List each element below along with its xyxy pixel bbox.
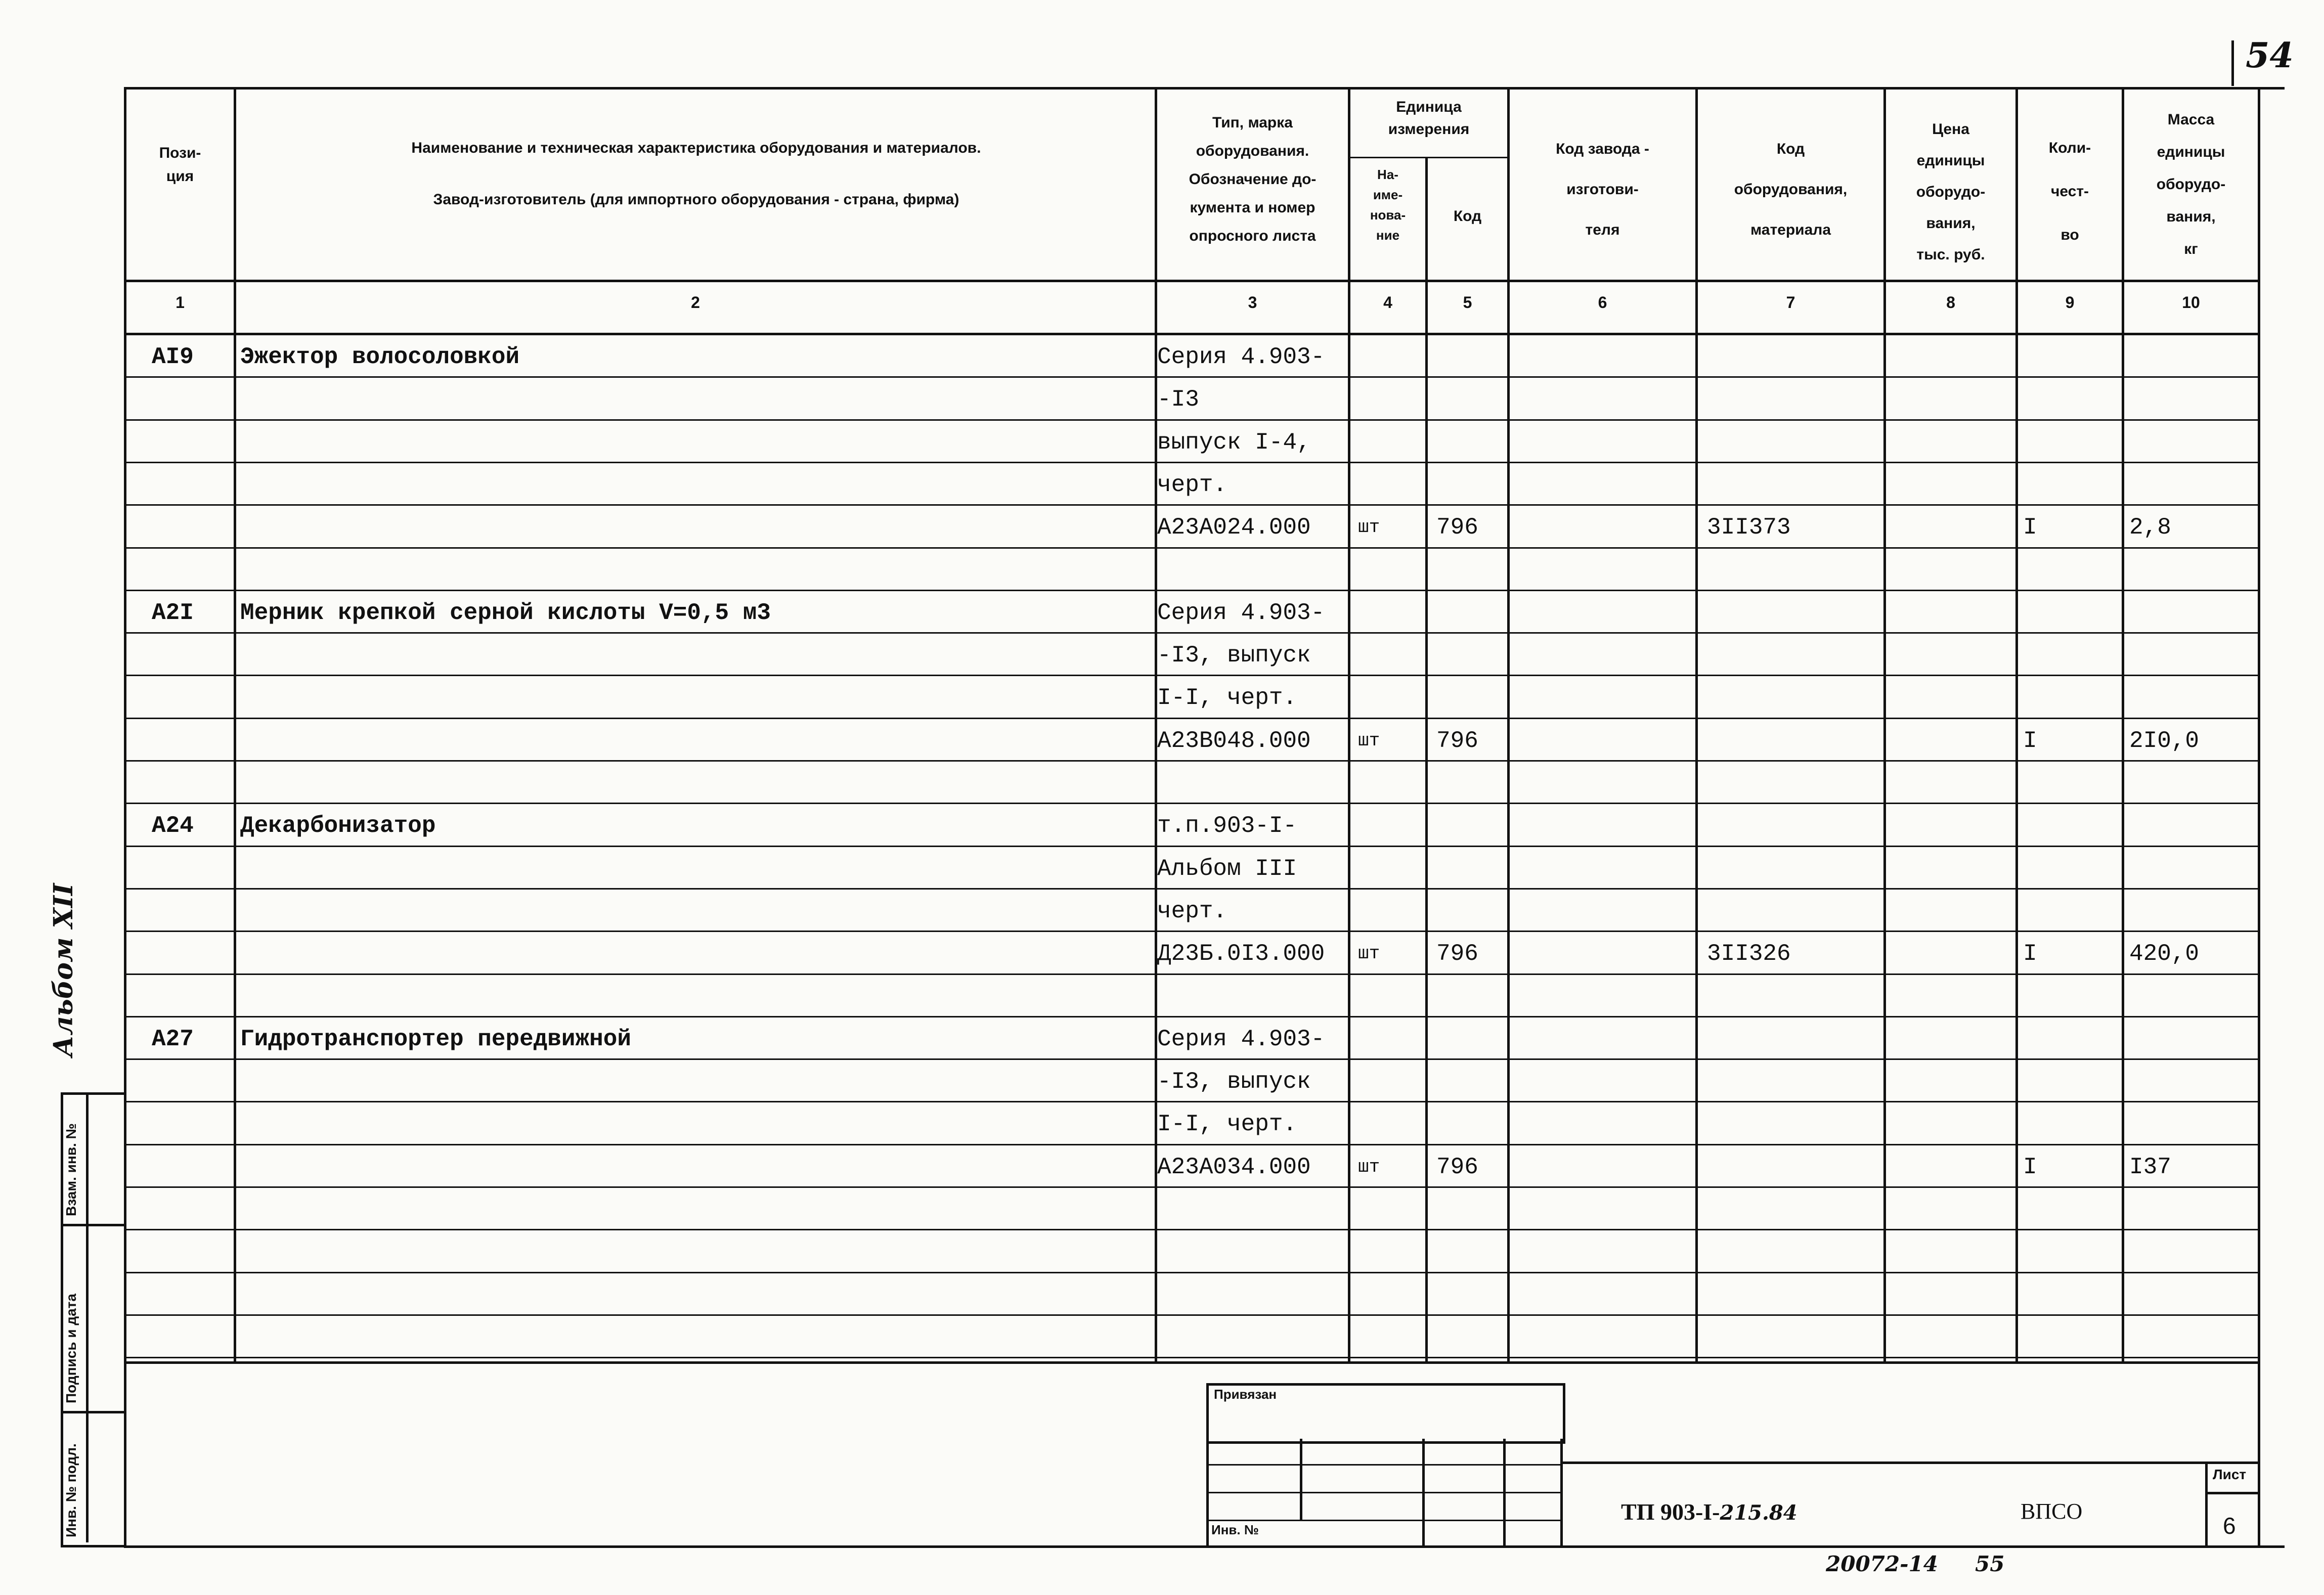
header-type: Тип, марка оборудования. Обозначение до- кумента и номер опросного листа	[1189, 114, 1317, 244]
cell-name: Мерник крепкой серной кислоты V=0,5 м3	[240, 600, 771, 626]
colnum-10: 10	[2182, 293, 2200, 312]
colnum-7: 7	[1786, 293, 1795, 312]
cell-type: Альбом III	[1157, 856, 1297, 882]
row-rule	[124, 1101, 2258, 1102]
row-rule	[124, 675, 2258, 676]
unit-header-split	[1348, 157, 1507, 158]
colnum-8: 8	[1946, 293, 1955, 312]
cell-name: Декарбонизатор	[240, 813, 436, 839]
header-name-line2: Завод-изготовитель (для импортного оборудования - страна, фирма)	[433, 191, 959, 208]
cell-type: Серия 4.903-	[1157, 600, 1325, 626]
sheet-box-top	[2205, 1492, 2258, 1494]
cell-qty: I	[2023, 1154, 2037, 1180]
cell-type: -I3, выпуск	[1157, 642, 1311, 669]
header-rule	[124, 280, 2258, 282]
sheet-label: Лист	[2213, 1467, 2247, 1482]
side-box-signature-label: Подпись и дата	[63, 1294, 79, 1403]
side-box-replacement-label: Взам. инв. №	[63, 1123, 79, 1216]
cell-equip-code: 3II326	[1707, 941, 1791, 967]
row-rule	[124, 760, 2258, 762]
side-box-rule-1	[61, 1224, 124, 1226]
row-rule	[124, 1016, 2258, 1017]
header-quantity: Коли- чест- во	[2048, 140, 2091, 243]
row-rule	[124, 1357, 2258, 1358]
cell-type: А23В048.000	[1157, 728, 1311, 754]
row-rule	[124, 803, 2258, 804]
cell-type: Серия 4.903-	[1157, 1026, 1325, 1052]
page-number-top: 54	[2246, 35, 2294, 76]
row-rule	[124, 504, 2258, 506]
doc-code	[1621, 1498, 1797, 1525]
col-line-8	[2015, 87, 2018, 1361]
cell-type: А23А034.000	[1157, 1154, 1311, 1180]
row-rule	[124, 547, 2258, 549]
cell-pos: А24	[152, 813, 194, 839]
cell-pos: А2I	[152, 600, 194, 626]
header-unit: Единица измерения	[1388, 99, 1470, 138]
row-rule	[124, 376, 2258, 378]
cell-type: Серия 4.903-	[1157, 344, 1325, 370]
cell-type: А23А024.000	[1157, 514, 1311, 541]
row-rule	[124, 1186, 2258, 1188]
cell-type: I-I, черт.	[1157, 685, 1297, 711]
col-line-5	[1507, 87, 1510, 1361]
cell-type: черт.	[1157, 472, 1227, 498]
row-rule	[124, 1144, 2258, 1145]
row-rule	[124, 632, 2258, 634]
stamp-grid-h1	[1206, 1464, 1560, 1466]
frame-bottom	[124, 1545, 2285, 1548]
side-box-original-inv-label: Инв. № подл.	[63, 1443, 79, 1537]
colnum-9: 9	[2065, 293, 2075, 312]
row-rule	[124, 1058, 2258, 1060]
row-rule	[124, 419, 2258, 421]
cell-pos: AI9	[152, 344, 194, 370]
colnum-1: 1	[176, 293, 185, 312]
sheet-box-left	[2205, 1461, 2208, 1545]
stamp-grid-h3	[1206, 1520, 1560, 1521]
cell-type: -I3, выпуск	[1157, 1069, 1311, 1095]
side-box-rule-2	[61, 1411, 124, 1413]
row-rule	[124, 1272, 2258, 1273]
bottom-note-right: 55	[1975, 1552, 2005, 1576]
col-line-6	[1695, 87, 1698, 1361]
cell-qty: I	[2023, 728, 2037, 754]
stamp-grid-v2	[1300, 1439, 1302, 1520]
header-price: Цена единицы оборудо- вания, тыс. руб.	[1916, 121, 1986, 263]
colnum-6: 6	[1598, 293, 1607, 312]
stamp-grid-h2	[1206, 1492, 1560, 1493]
cell-type: I-I, черт.	[1157, 1111, 1297, 1137]
side-boxes-divider	[86, 1092, 89, 1542]
col-line-1	[234, 87, 236, 1361]
row-rule	[124, 462, 2258, 463]
row-rule	[124, 846, 2258, 847]
cell-unit: шт	[1358, 943, 1380, 964]
cell-unit: шт	[1358, 1157, 1380, 1177]
side-album-label: Альбом XII	[48, 883, 79, 1057]
cell-mass: 420,0	[2129, 941, 2200, 967]
doc-code-prefix: ТП 903-I-	[1621, 1499, 1720, 1525]
frame-right	[2258, 87, 2260, 1545]
numbers-rule	[124, 333, 2258, 335]
cell-name: Эжектор волосоловкой	[240, 344, 520, 370]
header-equipment-code: Код оборудования, материала	[1734, 141, 1848, 238]
cell-type: т.п.903-I-	[1157, 813, 1297, 839]
header-mass: Масса единицы оборудо- вания, кг	[2156, 111, 2226, 257]
row-rule	[124, 590, 2258, 591]
row-rule	[124, 931, 2258, 932]
row-rule	[124, 973, 2258, 975]
inv-no-label: Инв. №	[1211, 1522, 1259, 1537]
cell-unit-code: 796	[1436, 514, 1478, 541]
row-rule	[124, 888, 2258, 890]
cell-equip-code: 3II373	[1707, 514, 1791, 541]
header-position: Пози- ция	[159, 145, 201, 185]
cell-mass: 2,8	[2129, 514, 2171, 541]
section-code: ВПСО	[2021, 1499, 2083, 1524]
cell-unit-code: 796	[1436, 1154, 1478, 1180]
cell-pos: А27	[152, 1026, 194, 1052]
colnum-2: 2	[691, 293, 700, 312]
col-line-9	[2122, 87, 2124, 1361]
cell-mass: 2I0,0	[2129, 728, 2200, 754]
bottom-note-left: 20072-14	[1826, 1552, 1938, 1576]
colnum-4: 4	[1383, 293, 1392, 312]
cell-type: черт.	[1157, 898, 1227, 924]
cell-unit: шт	[1358, 517, 1380, 538]
doc-code-handwritten: 215.84	[1720, 1501, 1797, 1525]
colnum-5: 5	[1463, 293, 1472, 312]
approved-label: Привязан	[1214, 1387, 1277, 1402]
col-line-7	[1883, 87, 1886, 1361]
cell-mass: I37	[2129, 1154, 2171, 1180]
row-rule	[124, 1229, 2258, 1230]
header-name-line1: Наименование и техническая характеристика оборудования и материалов.	[411, 140, 981, 156]
row-rule	[124, 718, 2258, 719]
cell-name: Гидротранспортер передвижной	[240, 1026, 631, 1052]
title-block-rule	[1560, 1461, 2258, 1464]
cell-type: Д23Б.0I3.000	[1157, 941, 1325, 967]
frame-top	[124, 87, 2285, 90]
header-unit-code: Код	[1453, 208, 1482, 225]
cell-qty: I	[2023, 941, 2037, 967]
row-rule	[124, 1314, 2258, 1316]
col-line-4	[1425, 157, 1428, 1361]
header-unit-name: На- име- нова- ние	[1370, 167, 1406, 243]
cell-qty: I	[2023, 514, 2037, 541]
colnum-3: 3	[1248, 293, 1257, 312]
sheet-number: 6	[2223, 1513, 2236, 1539]
stamp-grid-v5	[1560, 1439, 1563, 1545]
cell-unit-code: 796	[1436, 728, 1478, 754]
cell-unit: шт	[1358, 730, 1380, 751]
cell-unit-code: 796	[1436, 941, 1478, 967]
cell-type: выпуск I-4,	[1157, 429, 1311, 456]
col-line-3	[1348, 87, 1350, 1361]
cell-type: -I3	[1157, 386, 1199, 413]
page-number-rule	[2231, 40, 2234, 86]
stamp-top-rule	[124, 1361, 2258, 1364]
header-manufacturer-code: Код завода - изготови- теля	[1556, 141, 1649, 238]
